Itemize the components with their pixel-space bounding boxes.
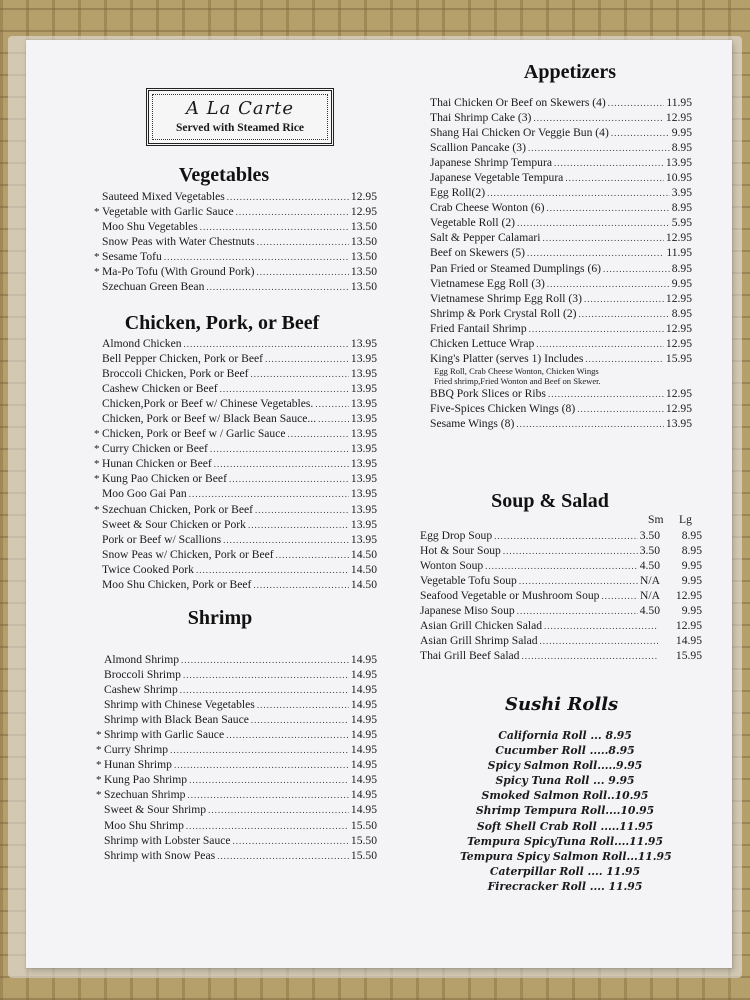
menu-item: * Vegetable with Garlic Sauce ..... 12.95 — [94, 204, 377, 219]
menu-item: Pan Fried or Steamed Dumplings (6) ..... 8.95 — [430, 261, 692, 276]
menu-item: Snow Peas w/ Chicken, Pork or Beef ..... 14.50 — [94, 547, 377, 562]
menu-item: Pork or Beef w/ Scallions ..... 13.95 — [94, 532, 377, 547]
menu-item: Sweet & Sour Shrimp ..... 14.95 — [96, 802, 377, 817]
menu-item: Thai Chicken Or Beef on Skewers (4) ..... 11.95 — [430, 95, 692, 110]
menu-item: Crab Cheese Wonton (6) ..... 8.95 — [430, 200, 692, 215]
a-la-carte-title: A La Carte — [185, 98, 295, 119]
sushi-item: Smoked Salmon Roll..10.95 — [481, 789, 649, 803]
menu-item: Shrimp with Snow Peas ..... 15.50 — [96, 848, 377, 863]
menu-item: Asian Grill Chicken Salad ..... 12.95 — [420, 618, 702, 633]
a-la-carte-box — [146, 88, 334, 146]
menu-item: Moo Shu Vegetables ..... 13.50 — [94, 219, 377, 234]
menu-item: Cashew Shrimp ..... 14.95 — [96, 682, 377, 697]
menu-item: Vegetable Tofu Soup ..... N/A 9.95 — [420, 573, 702, 588]
menu-item: Broccoli Shrimp ..... 14.95 — [96, 667, 377, 682]
menu-item: Moo Shu Shrimp ..... 15.50 — [96, 818, 377, 833]
menu-item: Shrimp & Pork Crystal Roll (2) ..... 8.95 — [430, 306, 692, 321]
vegetables-heading: Vegetables — [178, 164, 270, 186]
menu-item: Scallion Pancake (3) ..... 8.95 — [430, 140, 692, 155]
appetizers-heading: Appetizers — [523, 61, 617, 83]
menu-item: Twice Cooked Pork ..... 14.50 — [94, 562, 377, 577]
menu-item: Beef on Skewers (5) ..... 11.95 — [430, 245, 692, 260]
menu-item: * Szechuan Chicken, Pork or Beef ..... 13.95 — [94, 502, 377, 517]
menu-item: * Ma-Po Tofu (With Ground Pork) ..... 13.50 — [94, 264, 377, 279]
shrimp-list — [96, 652, 377, 863]
sushi-item: Caterpillar Roll .... 11.95 — [489, 864, 641, 878]
menu-item: * Shrimp with Garlic Sauce ..... 14.95 — [96, 727, 377, 742]
menu-item: BBQ Pork Slices or Ribs ..... 12.95 — [430, 386, 692, 401]
menu-item: Fried Fantail Shrimp ..... 12.95 — [430, 321, 692, 336]
sushi-item: Firecracker Roll .... 11.95 — [487, 879, 643, 893]
menu-item: Five-Spices Chicken Wings (8) ..... 12.95 — [430, 401, 692, 416]
small-size-label: Sm — [648, 513, 664, 526]
sushi-heading: Sushi Rolls — [505, 694, 619, 715]
menu-item: Shrimp with Chinese Vegetables ..... 14.95 — [96, 697, 377, 712]
menu-item: Moo Goo Gai Pan ..... 13.95 — [94, 486, 377, 501]
menu-item: Japanese Shrimp Tempura ..... 13.95 — [430, 155, 692, 170]
a-la-carte-subtitle: Served with Steamed Rice — [175, 122, 305, 134]
menu-item: Salt & Pepper Calamari ..... 12.95 — [430, 230, 692, 245]
menu-item: Hot & Sour Soup ..... 3.50 8.95 — [420, 543, 702, 558]
menu-item: Seafood Vegetable or Mushroom Soup ..... N/A 12.95 — [420, 588, 702, 603]
menu-item: * Curry Shrimp ..... 14.95 — [96, 742, 377, 757]
menu-item: Asian Grill Shrimp Salad ..... 14.95 — [420, 633, 702, 648]
menu-item: Chicken Lettuce Wrap ..... 12.95 — [430, 336, 692, 351]
sushi-item: Tempura Spicy Salmon Roll...11.95 — [460, 849, 672, 863]
menu-item: * Sesame Tofu ..... 13.50 — [94, 249, 377, 264]
sushi-item: Soft Shell Crab Roll .....11.95 — [476, 819, 654, 833]
vegetables-list — [94, 189, 377, 294]
menu-item: Japanese Vegetable Tempura ..... 10.95 — [430, 170, 692, 185]
menu-item: Almond Chicken ..... 13.95 — [94, 336, 377, 351]
sushi-item: Tempura SpicyTuna Roll....11.95 — [467, 834, 663, 848]
platter-note: Fried shrimp,Fried Wonton and Beef on Skewer. — [434, 375, 601, 386]
shrimp-heading: Shrimp — [187, 607, 253, 629]
menu-item: Egg Roll(2) ..... 3.95 — [430, 185, 692, 200]
menu-item: * Curry Chicken or Beef ..... 13.95 — [94, 441, 377, 456]
menu-item: Chicken, Pork or Beef w/ Black Bean Sauce... ..... 13.95 — [94, 411, 377, 426]
menu-item: Shang Hai Chicken Or Veggie Bun (4) ..... 9.95 — [430, 125, 692, 140]
menu-item: Moo Shu Chicken, Pork or Beef ..... 14.50 — [94, 577, 377, 592]
menu-item: Vegetable Roll (2) ..... 5.95 — [430, 215, 692, 230]
menu-item: Egg Drop Soup ..... 3.50 8.95 — [420, 528, 702, 543]
menu-item: Szechuan Green Bean ..... 13.50 — [94, 279, 377, 294]
sushi-item: Spicy Salmon Roll.....9.95 — [487, 759, 643, 773]
menu-item: * Szechuan Shrimp ..... 14.95 — [96, 787, 377, 802]
large-size-label: Lg — [679, 513, 692, 526]
menu-item: King's Platter (serves 1) Includes ..... 15.95 — [430, 351, 692, 366]
menu-item: Shrimp with Black Bean Sauce ..... 14.95 — [96, 712, 377, 727]
menu-item: Vietnamese Egg Roll (3) ..... 9.95 — [430, 276, 692, 291]
sushi-item: Cucumber Roll .....8.95 — [495, 744, 635, 758]
platter-note: Egg Roll, Crab Cheese Wonton, Chicken Wings — [434, 365, 599, 376]
sushi-item: California Roll ... 8.95 — [498, 729, 632, 742]
chicken-list — [94, 336, 377, 592]
menu-item: Shrimp with Lobster Sauce ..... 15.50 — [96, 833, 377, 848]
chicken-heading: Chicken, Pork, or Beef — [124, 312, 320, 334]
menu-item: Broccoli Chicken, Pork or Beef ..... 13.95 — [94, 366, 377, 381]
menu-item: Sweet & Sour Chicken or Pork ..... 13.95 — [94, 517, 377, 532]
menu-item: Wonton Soup ..... 4.50 9.95 — [420, 558, 702, 573]
soup-heading: Soup & Salad — [491, 490, 609, 512]
sushi-item: Spicy Tuna Roll ... 9.95 — [495, 774, 635, 788]
menu-item: Almond Shrimp ..... 14.95 — [96, 652, 377, 667]
menu-item: Thai Grill Beef Salad ..... 15.95 — [420, 648, 702, 663]
sushi-list — [460, 728, 670, 894]
menu-item: Sauteed Mixed Vegetables ..... 12.95 — [94, 189, 377, 204]
menu-item: Thai Shrimp Cake (3) ..... 12.95 — [430, 110, 692, 125]
menu-item: Japanese Miso Soup ..... 4.50 9.95 — [420, 603, 702, 618]
menu-item: Cashew Chicken or Beef ..... 13.95 — [94, 381, 377, 396]
sushi-item: Shrimp Tempura Roll....10.95 — [475, 804, 655, 818]
menu-item: * Kung Pao Chicken or Beef ..... 13.95 — [94, 471, 377, 486]
menu-item: * Hunan Chicken or Beef ..... 13.95 — [94, 456, 377, 471]
menu-item: Snow Peas with Water Chestnuts ..... 13.50 — [94, 234, 377, 249]
soup-list — [420, 528, 702, 663]
menu-item: Chicken,Pork or Beef w/ Chinese Vegetables. ..... 13.95 — [94, 396, 377, 411]
menu-item: Bell Pepper Chicken, Pork or Beef ..... 13.95 — [94, 351, 377, 366]
menu-item: * Hunan Shrimp ..... 14.95 — [96, 757, 377, 772]
menu-item: * Kung Pao Shrimp ..... 14.95 — [96, 772, 377, 787]
menu-item: Sesame Wings (8) ..... 13.95 — [430, 416, 692, 431]
appetizers-list — [430, 95, 692, 431]
menu-item: * Chicken, Pork or Beef w / Garlic Sauce ..... 13.95 — [94, 426, 377, 441]
menu-item: Vietnamese Shrimp Egg Roll (3) ..... 12.95 — [430, 291, 692, 306]
